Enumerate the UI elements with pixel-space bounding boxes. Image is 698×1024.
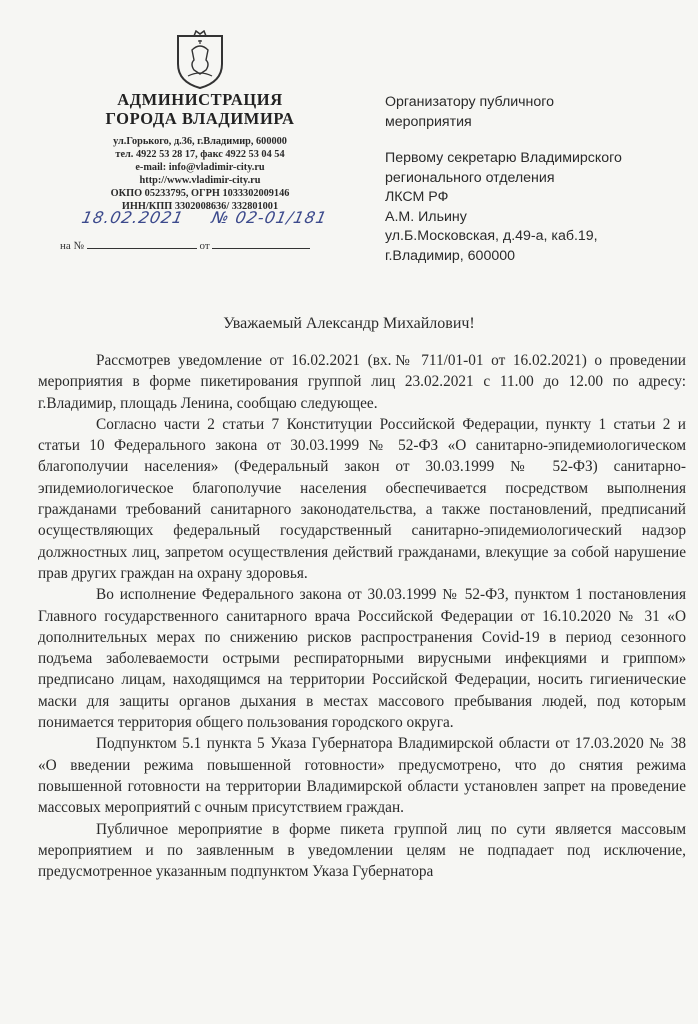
contact-phone: тел. 4922 53 28 17, факс 4922 53 04 54	[115, 149, 285, 160]
org-name-line2: ГОРОДА ВЛАДИМИРА	[105, 109, 295, 128]
handwritten-number: № 02-01/181	[209, 208, 330, 227]
addressee-line: Организатору публичного	[385, 94, 555, 110]
addressee-line: ЛКСМ РФ	[385, 189, 449, 205]
addressee-line: г.Владимир, 600000	[385, 247, 516, 264]
reg-from-label: от	[199, 240, 210, 252]
body-paragraph: Согласно части 2 статьи 7 Конституции Российской Федерации, пункту 1 статьи 2 и статьи 10 Федерального закона от 30.03.1999 № 52-ФЗ «О санитарно-эпидемиологическом благополучии населения» (Федеральный закон от 30.03.1999 № 52-ФЗ) санитарно-эпидемиологическое благополучие населения обеспечивается посредством выполнения гражданами требований санитарного законодательства, а также постановлений, предписаний осуществляющих федеральный государственный санитарно-эпидемиологический надзор должностных лиц, запретом осуществления действий гражданами, влекущие за собой нарушение прав других граждан на охрану здоровья.	[38, 415, 686, 582]
letter-body	[38, 350, 686, 882]
contact-website: http://www.vladimir-city.ru	[139, 175, 261, 186]
contact-block	[60, 135, 340, 213]
addressee-line: ул.Б.Московская, д.49-а, каб.19,	[385, 228, 598, 244]
contact-email: e-mail: info@vladimir-city.ru	[135, 162, 265, 173]
addressee-line: регионального отделения	[385, 169, 555, 186]
sender-header	[60, 90, 340, 213]
addressee-line: Первому секретарю Владимирского	[385, 150, 622, 166]
reg-number-label: на №	[60, 240, 85, 252]
salutation: Уважаемый Александр Михайлович!	[223, 315, 475, 332]
contact-okpo: ОКПО 05233795, ОГРН 1033302009146	[110, 188, 290, 199]
body-paragraph: Подпунктом 5.1 пункта 5 Указа Губернатора Владимирской области от 17.03.2020 № 38 «О введении режима повышенной готовности» предусмотрено, что до снятия режима повышенной готовности на территории Владимирской области установлен запрет на проведение массовых мероприятий с очным присутствием граждан.	[38, 735, 686, 817]
reg-number-line	[60, 238, 340, 252]
addressee-line: А.М. Ильину	[385, 208, 467, 225]
coat-of-arms-icon	[174, 30, 226, 90]
body-paragraph: Рассмотрев уведомление от 16.02.2021 (вх.№ 711/01-01 от 16.02.2021) о проведении мероприятия в форме пикетирования группой лиц 23.02.2021 с 11.00 до 12.00 по адресу: г.Владимир, площадь Ленина, сообщаю следующее.	[38, 352, 686, 412]
reg-date-field	[212, 238, 310, 249]
contact-address: ул.Горького, д.36, г.Владимир, 600000	[113, 136, 287, 147]
addressee-block	[385, 93, 685, 266]
contact-inn: ИНН/КПП 3302008636/ 332801001	[121, 201, 279, 212]
addressee-line: мероприятия	[385, 113, 472, 130]
reg-number-field	[87, 238, 197, 249]
body-paragraph: Во исполнение Федерального закона от 30.03.1999 № 52-ФЗ, пунктом 1 постановления Главного государственного санитарного врача Российской Федерации от 16.10.2020 № 31 «О дополнительных мерах по снижению рисков распространения Covid-19 в период сезонного подъема заболеваемости острыми респираторными вирусными инфекциями и гриппом» предписано лицам, находящимся на территории Российской Федерации, носить гигиенические маски для защиты органов дыхания в местах массового пребывания людей, под которым понимается территория общего пользования городского округа.	[38, 586, 686, 732]
body-paragraph: Публичное мероприятие в форме пикета группой лиц по сути является массовым мероприятием и по заявленным в уведомлении целям не подпадает под исключение, предусмотренное указанным подпунктом Указа Губернатора	[38, 820, 686, 881]
handwritten-date: 18.02.2021	[79, 208, 186, 227]
org-name-line1: АДМИНИСТРАЦИЯ	[117, 90, 283, 109]
